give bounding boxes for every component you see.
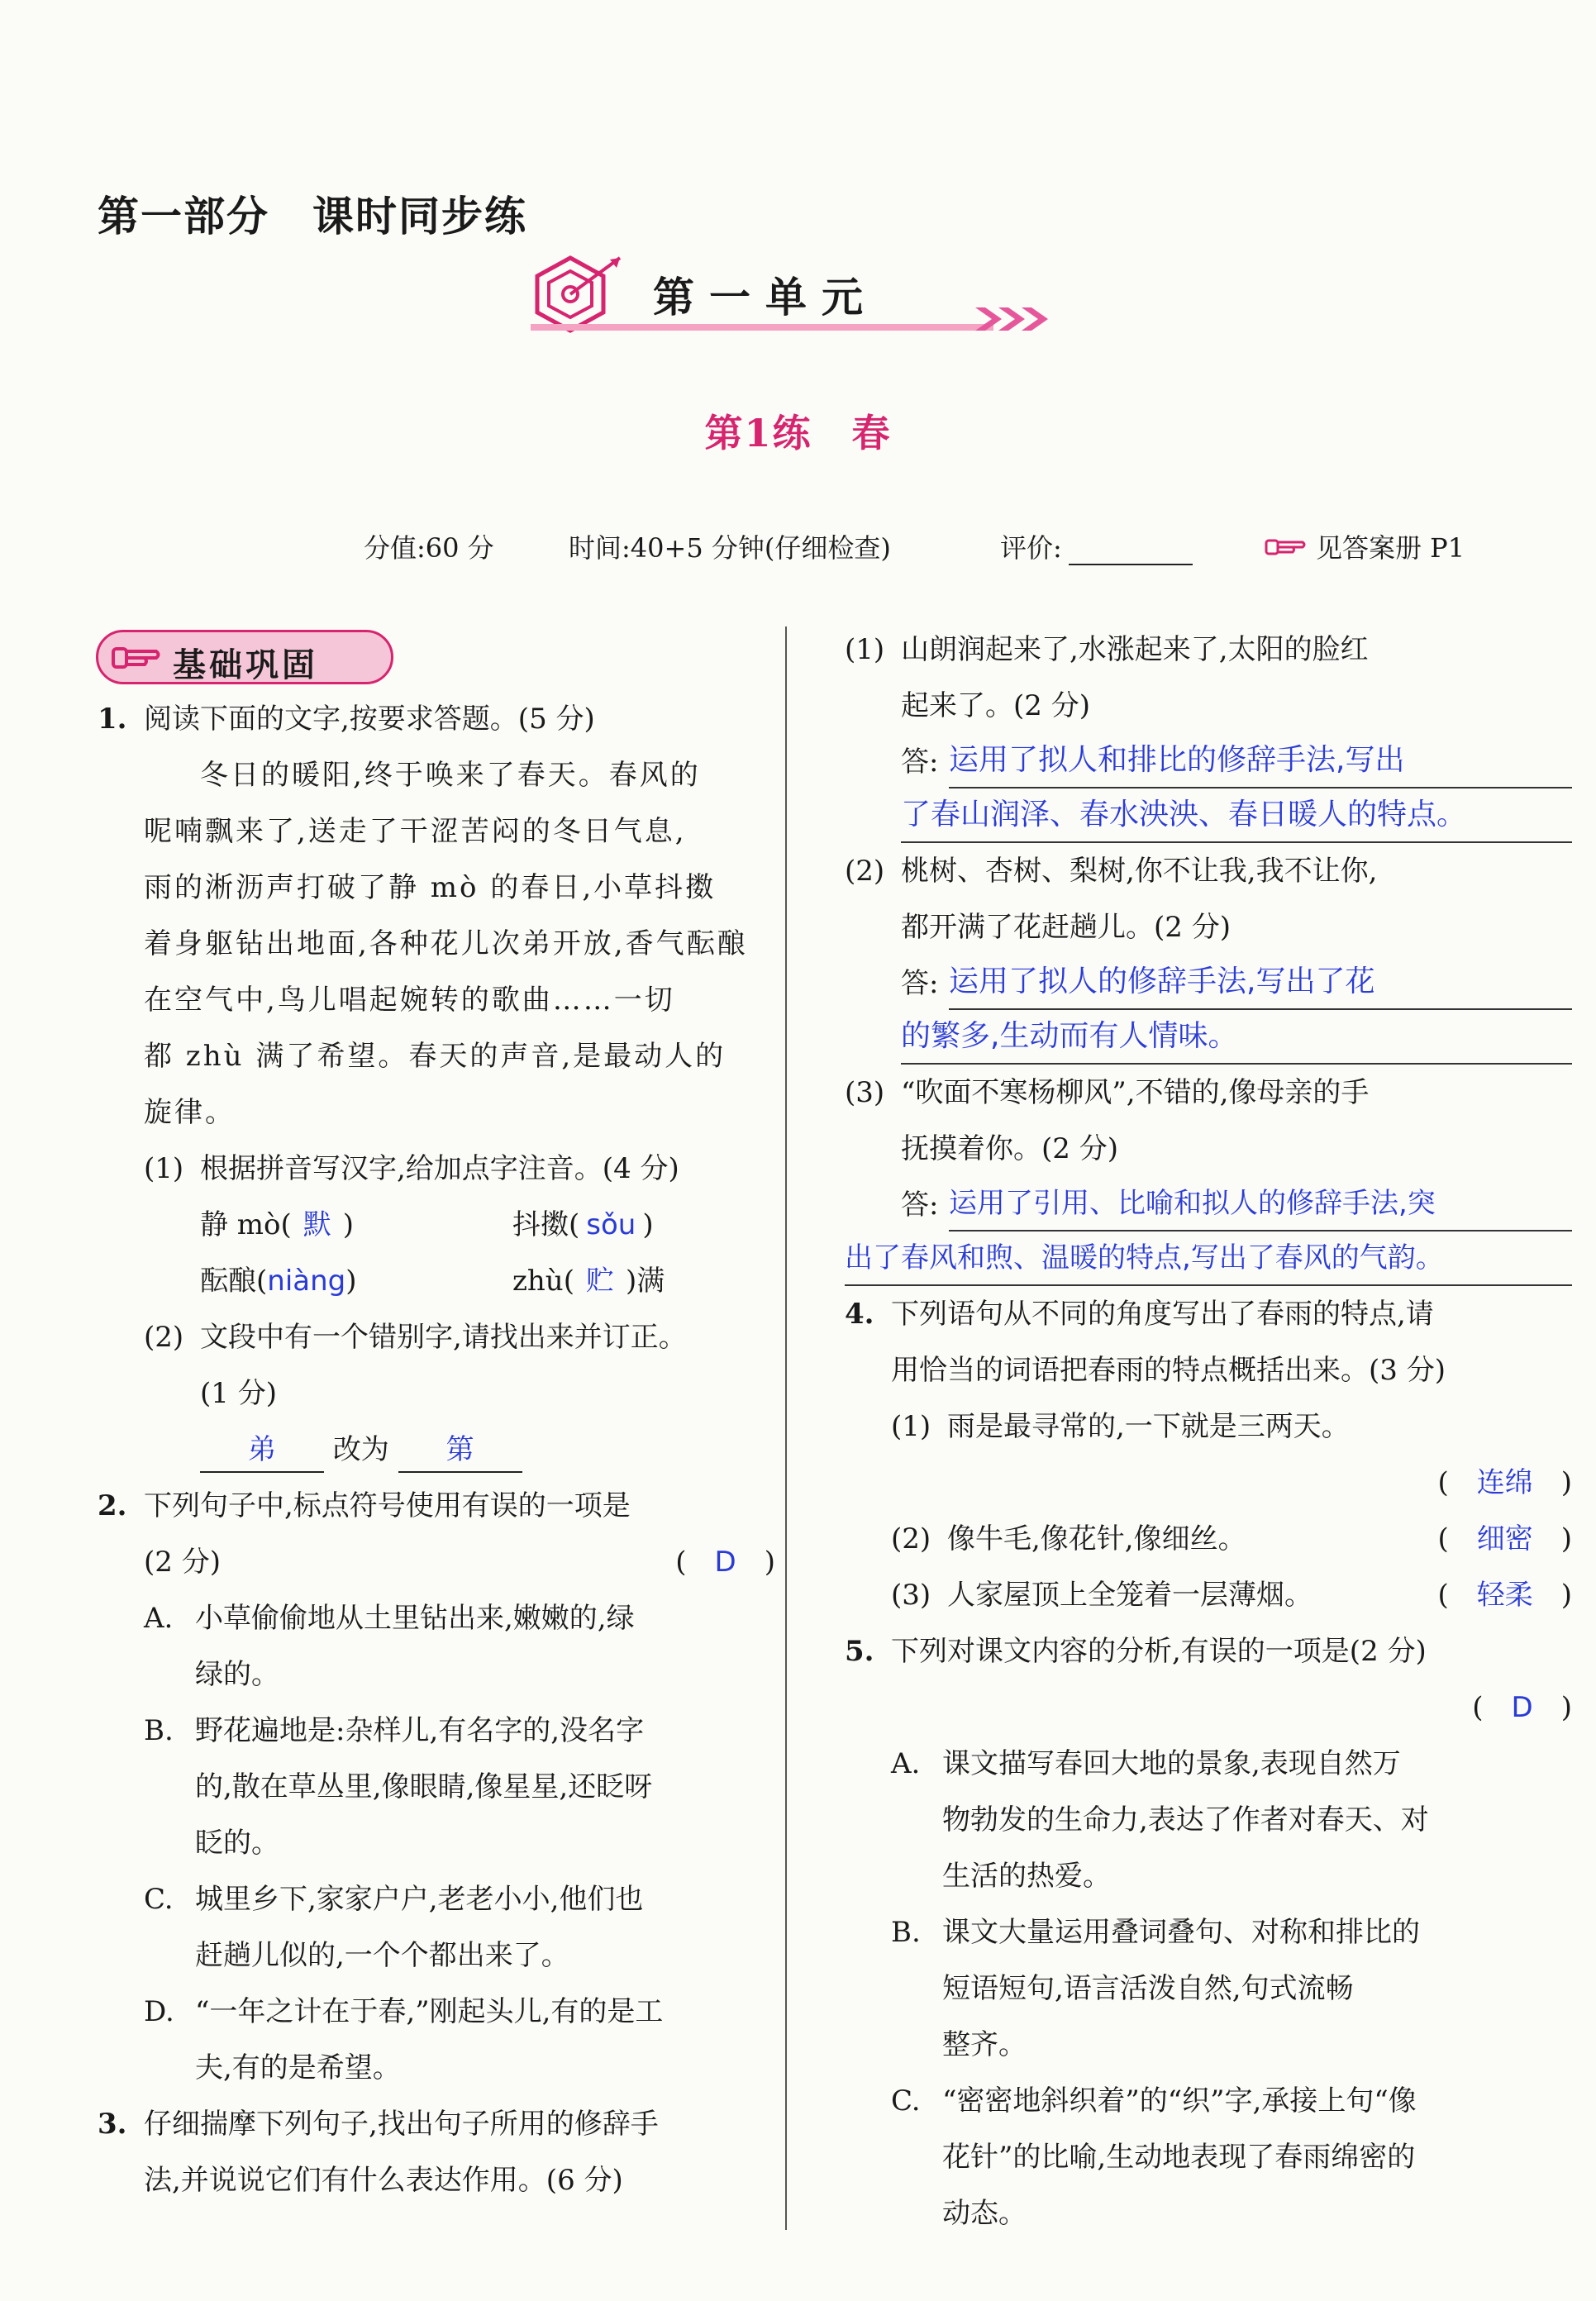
part-title: 第一部分 课时同步练 <box>98 193 527 241</box>
option-a <box>891 1736 1572 1904</box>
answer-reference <box>1265 527 1465 565</box>
question-5 <box>845 1623 1572 2241</box>
answer-label: 答: <box>901 967 939 1000</box>
column-divider <box>785 626 787 2230</box>
pinyin-item: 静 mò( 默 ) <box>200 1208 355 1241</box>
reading-passage <box>144 747 775 1141</box>
sub-question-line: 桃树、杏树、梨树,你不让我,我不让你, <box>901 855 1378 888</box>
option-line: 短语短句,语言活泼自然,句式流畅 <box>942 1972 1354 2005</box>
option-line: 的,散在草丛里,像眼睛,像星星,还眨呀 <box>195 1770 653 1803</box>
answer-text: 轻柔 <box>1476 1579 1533 1612</box>
sub-question-line: 抚摸着你。(2 分) <box>901 1132 1118 1165</box>
evaluation-info <box>1000 527 1193 565</box>
lesson-title: 第1练 春 <box>704 411 892 455</box>
option-line: 生活的热爱。 <box>942 1860 1111 1893</box>
question-number: 1. <box>98 703 127 736</box>
sub-question <box>144 1309 775 1422</box>
question-score: (2 分) <box>144 1546 221 1579</box>
passage-line: 冬日的暖阳,终于唤来了春天。春风的 <box>200 759 701 792</box>
answer-label: 答: <box>901 1189 939 1222</box>
option-line: 课文大量运用叠词叠句、对称和排比的 <box>942 1916 1420 1949</box>
option-letter: C. <box>144 1883 174 1916</box>
question-stem: 阅读下面的文字,按要求答题。(5 分) <box>144 703 595 736</box>
pointing-hand-icon <box>1265 534 1308 559</box>
left-column <box>98 691 775 2208</box>
sub-question-text: 雨是最寻常的,一下就是三两天。 <box>947 1410 1350 1443</box>
q4-sub-3 <box>891 1567 1572 1623</box>
answer-paren: ( 轻柔 ) <box>1437 1579 1572 1612</box>
sub-question-line: “吹面不寒杨柳风”,不错的,像母亲的手 <box>901 1076 1370 1109</box>
correct-char-blank: 第 <box>398 1428 522 1473</box>
pinyin-item: 抖擞( sǒu ) <box>512 1208 654 1241</box>
target-icon <box>537 258 620 331</box>
passage-line: 旋律。 <box>144 1096 236 1129</box>
option-line: “密密地斜织着”的“织”字,承接上句“像 <box>942 2084 1417 2118</box>
answer-reference-text: 见答案册 P1 <box>1316 532 1465 564</box>
question-score-row <box>144 1534 775 1590</box>
correction-row <box>200 1422 775 1478</box>
q3-sub-2 <box>845 843 1572 1065</box>
option-d <box>144 1984 775 2096</box>
option-line: 眨的。 <box>195 1827 279 1860</box>
sub-question-number: (2) <box>891 1522 931 1555</box>
passage-line: 都 zhù 满了希望。春天的声音,是最动人的 <box>144 1040 727 1073</box>
answer-paren: ( D ) <box>1472 1691 1572 1724</box>
question-number: 4. <box>845 1298 874 1331</box>
right-column <box>845 622 1572 2241</box>
option-line: 物勃发的生命力,表达了作者对春天、对 <box>942 1803 1429 1837</box>
question-number: 2. <box>98 1489 127 1522</box>
q3-sub-1 <box>845 622 1572 843</box>
option-line: 赶趟儿似的,一个个都出来了。 <box>195 1939 569 1972</box>
option-letter: A. <box>891 1747 921 1780</box>
q3-sub-3 <box>845 1065 1572 1286</box>
chevrons-icon <box>975 307 1048 331</box>
sub-question-line: 起来了。(2 分) <box>901 689 1090 722</box>
pinyin-item: 酝酿(niàng) <box>200 1265 357 1298</box>
pinyin-row <box>200 1197 775 1253</box>
answer-line: 出了春风和煦、温暖的特点,写出了春风的气韵。 <box>845 1231 1572 1286</box>
answer-line: 运用了拟人和排比的修辞手法,写出 <box>949 734 1572 788</box>
answer-label: 答: <box>901 746 939 779</box>
wrong-char-blank: 弟 <box>200 1428 324 1473</box>
sub-question-line: 山朗润起来了,水涨起来了,太阳的脸红 <box>901 633 1369 666</box>
answer-paren: ( 细密 ) <box>1437 1522 1572 1555</box>
pinyin-row <box>200 1253 775 1309</box>
option-line: 城里乡下,家家户户,老老小小,他们也 <box>195 1883 644 1916</box>
answer-text: 连绵 <box>1476 1466 1533 1499</box>
answer-text: 贮 <box>585 1265 614 1298</box>
passage-line: 雨的淅沥声打破了静 mò 的春日,小草抖擞 <box>144 871 717 904</box>
passage-line: 在空气中,鸟儿唱起婉转的歌曲……一切 <box>144 984 675 1017</box>
answer-text: D <box>714 1546 736 1579</box>
sub-question-text: 人家屋顶上全笼着一层薄烟。 <box>947 1579 1313 1612</box>
answer-paren: ( 连绵 ) <box>1437 1466 1572 1499</box>
option-letter: C. <box>891 2084 921 2118</box>
sub-question-number: (1) <box>891 1410 931 1443</box>
option-line: 整齐。 <box>942 2028 1027 2061</box>
sub-question <box>144 1141 775 1197</box>
sub-question-line: 都开满了花赶趟儿。(2 分) <box>901 911 1231 944</box>
answer-block <box>901 734 1572 843</box>
question-4 <box>845 1286 1572 1623</box>
question-2 <box>98 1478 775 2096</box>
option-line: 小草偷偷地从土里钻出来,嫩嫩的,绿 <box>195 1602 635 1635</box>
question-stem: 法,并说说它们有什么表达作用。(6 分) <box>144 2164 623 2197</box>
passage-line: 着身躯钻出地面,各种花儿次弟开放,香气酝酿 <box>144 927 748 960</box>
sub-question-number: (1) <box>144 1152 184 1185</box>
sub-question-text: 文段中有一个错别字,请找出来并订正。 <box>200 1321 687 1354</box>
option-b <box>891 1904 1572 2073</box>
question-stem: 仔细揣摩下列句子,找出句子所用的修辞手 <box>144 2108 659 2141</box>
pointing-hand-icon <box>112 641 163 674</box>
question-1 <box>98 691 775 1478</box>
correction-connector: 改为 <box>332 1433 389 1466</box>
option-line: 花针”的比喻,生动地表现了春雨绵密的 <box>942 2141 1416 2174</box>
section-badge-label: 基础巩固 <box>173 646 318 684</box>
option-line: 夫,有的是希望。 <box>195 2051 401 2084</box>
sub-question-row <box>947 1511 1572 1567</box>
answer-paren: ( D ) <box>675 1546 775 1579</box>
option-c <box>891 2073 1572 2241</box>
sub-question-number: (1) <box>845 633 885 666</box>
option-letter: B. <box>144 1714 174 1747</box>
sub-question-number: (2) <box>144 1321 184 1354</box>
sub-question-text: 像牛毛,像花针,像细丝。 <box>947 1522 1246 1555</box>
question-3 <box>98 2096 775 2208</box>
answer-line: 了春山润泽、春水泱泱、春日暖人的特点。 <box>901 788 1572 843</box>
question-stem: 下列对课文内容的分析,有误的一项是(2 分) <box>891 1635 1427 1668</box>
passage-line: 呢喃飘来了,送走了干涩苦闷的冬日气息, <box>144 815 687 848</box>
sub-question-number: (3) <box>845 1076 885 1109</box>
answer-block <box>901 955 1572 1065</box>
question-stem: 下列语句从不同的角度写出了春雨的特点,请 <box>891 1298 1434 1331</box>
option-c <box>144 1871 775 1984</box>
answer-text: sǒu <box>586 1208 636 1241</box>
sub-question-number: (2) <box>845 855 885 888</box>
evaluation-label: 评价: <box>1000 532 1062 564</box>
option-line: “一年之计在于春,”刚起头儿,有的是工 <box>195 1995 664 2028</box>
option-letter: A. <box>144 1602 174 1635</box>
option-letter: B. <box>891 1916 921 1949</box>
pinyin-item: zhù( 贮 )满 <box>512 1265 665 1298</box>
answer-text: D <box>1511 1691 1533 1724</box>
question-stem: 用恰当的词语把春雨的特点概括出来。(3 分) <box>891 1354 1446 1387</box>
sub-question-text: 根据拼音写汉字,给加点字注音。(4 分) <box>200 1152 679 1185</box>
option-a <box>144 1590 775 1703</box>
time-info: 时间:40+5 分钟(仔细检查) <box>569 532 891 564</box>
option-line: 绿的。 <box>195 1658 279 1691</box>
unit-title: 第一单元 <box>653 274 878 322</box>
answer-line: 运用了拟人的修辞手法,写出了花 <box>949 955 1572 1010</box>
sub-question-score: (1 分) <box>200 1377 277 1410</box>
section-badge <box>96 630 393 684</box>
answer-line: 的繁多,生动而有人情味。 <box>901 1010 1572 1065</box>
question-number: 5. <box>845 1635 874 1668</box>
option-line: 野花遍地是:杂样儿,有名字的,没名字 <box>195 1714 645 1747</box>
question-stem: 下列句子中,标点符号使用有误的一项是 <box>144 1489 631 1522</box>
answer-block <box>845 1177 1572 1286</box>
sub-question-row <box>947 1567 1572 1623</box>
question-number: 3. <box>98 2108 127 2141</box>
score-info: 分值:60 分 <box>364 532 494 564</box>
answer-text: 默 <box>303 1208 331 1241</box>
answer-line: 运用了引用、比喻和拟人的修辞手法,突 <box>949 1177 1572 1231</box>
option-b <box>144 1703 775 1871</box>
answer-text: 细密 <box>1476 1522 1533 1555</box>
answer-text: niàng <box>267 1265 346 1298</box>
q4-sub-2 <box>891 1511 1572 1567</box>
option-letter: D. <box>144 1995 174 2028</box>
q4-sub-1 <box>891 1398 1572 1511</box>
evaluation-blank <box>1069 539 1193 565</box>
sub-question-number: (3) <box>891 1579 931 1612</box>
option-line: 动态。 <box>942 2197 1027 2230</box>
option-line: 课文描写春回大地的景象,表现自然万 <box>942 1747 1401 1780</box>
